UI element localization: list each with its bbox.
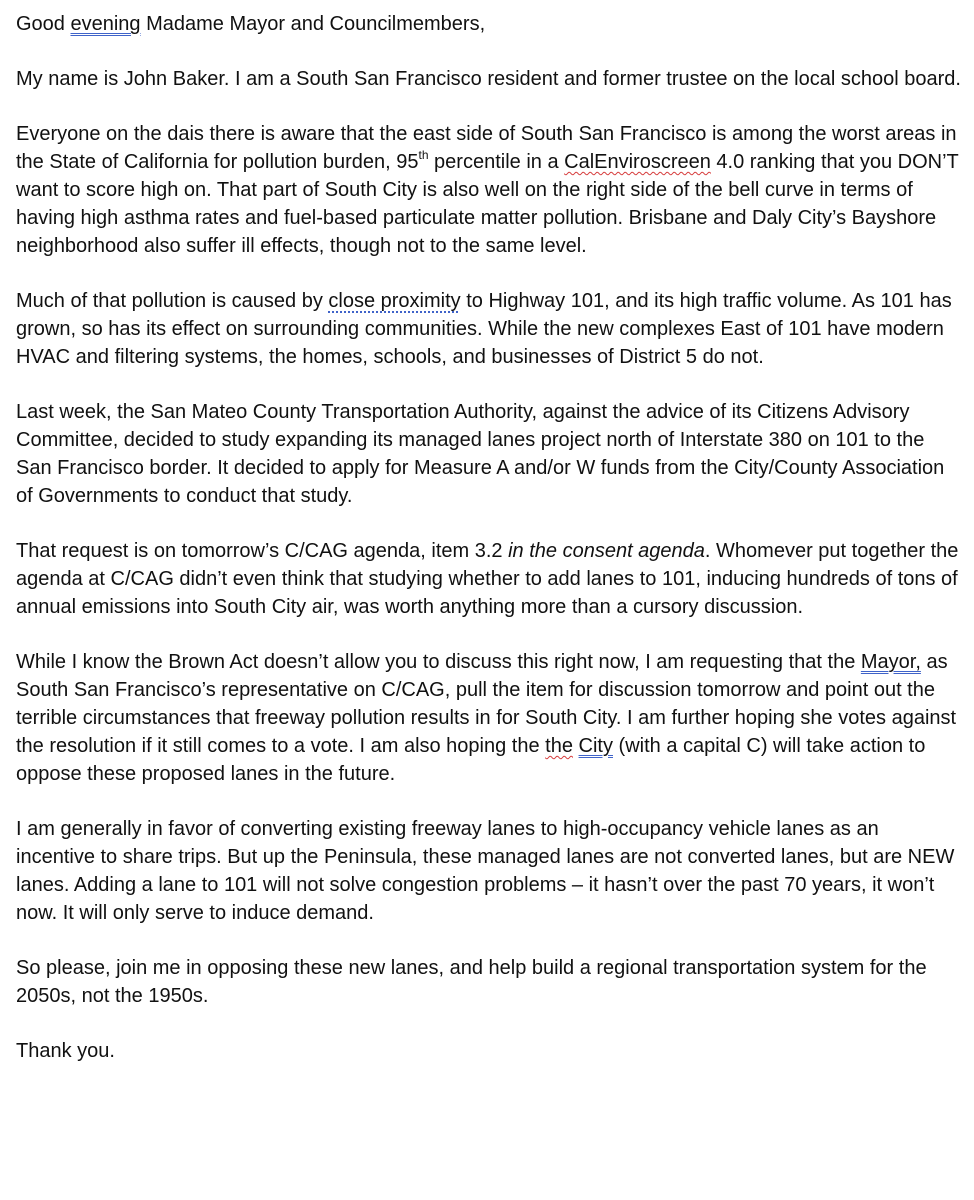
grammar-flag-city[interactable]: City bbox=[578, 735, 613, 757]
paragraph-highway-101 bbox=[16, 287, 961, 371]
paragraph-text: Much of that pollution is caused by bbox=[16, 290, 329, 312]
paragraph-brown-act-request bbox=[16, 648, 961, 788]
paragraph-text: That request is on tomorrow’s C/CAG agenda, item 3.2 bbox=[16, 540, 509, 562]
grammar-flag-mayor[interactable]: Mayor, bbox=[860, 651, 921, 673]
italic-consent-agenda: in the consent agenda bbox=[508, 540, 705, 562]
spelling-flag-the[interactable]: the bbox=[545, 735, 573, 757]
paragraph-text: Everyone on the dais there is aware that the east side of South San Francisco is among the worst areas in the State of California for pollution burden, 95 bbox=[16, 123, 957, 173]
paragraph-text: While I know the Brown Act doesn’t allow you to discuss this right now, I am requesting that the bbox=[16, 651, 861, 673]
paragraph-text: as South San Francisco’s representative on C/CAG, pull the item for discussion tomorrow and point out the terrible circumstances that freeway pollution results in for South City. I am further hoping she votes against the resolution if it still comes to a vote. I am also hoping the bbox=[16, 651, 957, 757]
greeting-text: Good bbox=[16, 13, 71, 35]
paragraph-text: (with a capital C) will take action to oppose these proposed lanes in the future. bbox=[16, 735, 926, 785]
superscript-th: th bbox=[418, 148, 429, 163]
paragraph-call-to-action: So please, join me in opposing these new lanes, and help build a regional transportation system for the 2050s, not the 1950s. bbox=[16, 957, 927, 1007]
paragraph-managed-lanes: I am generally in favor of converting existing freeway lanes to high-occupancy vehicle lanes as an incentive to share trips. But up the Peninsula, these managed lanes are not converted lanes, but are NEW lanes. Adding a lane to 101 will not solve congestion problems – it hasn’t over the past 70 years, it won’t now. It will only serve to induce demand. bbox=[16, 818, 955, 924]
paragraph-intro: My name is John Baker. I am a South San Francisco resident and former trustee on the local school board. bbox=[16, 68, 961, 90]
letter-body bbox=[16, 10, 961, 1065]
paragraph-ccag-agenda bbox=[16, 537, 961, 621]
greeting-paragraph bbox=[16, 10, 961, 38]
spelling-flag-calenviroscreen[interactable]: CalEnviroscreen bbox=[564, 151, 711, 173]
grammar-flag-evening[interactable]: evening bbox=[70, 13, 141, 35]
paragraph-text: 4.0 ranking that you DON’T want to score high on. That part of South City is also well on the right side of the bell curve in terms of having high asthma rates and fuel-based particulate matter pollution. Brisbane and Daly City’s Bayshore neighborhood also suffer ill effects, though not to the same level. bbox=[16, 151, 959, 257]
paragraph-transportation-authority: Last week, the San Mateo County Transportation Authority, against the advice of its Citizens Advisory Committee, decided to study expanding its managed lanes project north of Interstate 380 on 101 to the San Francisco border. It decided to apply for Measure A and/or W funds from the City/County Association of Governments to conduct that study. bbox=[16, 401, 945, 507]
paragraph-pollution-burden bbox=[16, 120, 961, 260]
paragraph-text: . Whomever put together the agenda at C/CAG didn’t even think that studying whether to add lanes to 101, inducing hundreds of tons of annual emissions into South City air, was worth anything more than a cursory discussion. bbox=[16, 540, 959, 618]
style-flag-close-proximity[interactable]: close proximity bbox=[328, 290, 461, 312]
paragraph-text: percentile in a bbox=[428, 151, 565, 173]
closing-line: Thank you. bbox=[16, 1040, 115, 1062]
greeting-text-rest: Madame Mayor and Councilmembers, bbox=[140, 13, 486, 35]
paragraph-text: to Highway 101, and its high traffic volume. As 101 has grown, so has its effect on surrounding communities. While the new complexes East of 101 have modern HVAC and filtering systems, the homes, schools, and businesses of District 5 do not. bbox=[16, 290, 952, 368]
